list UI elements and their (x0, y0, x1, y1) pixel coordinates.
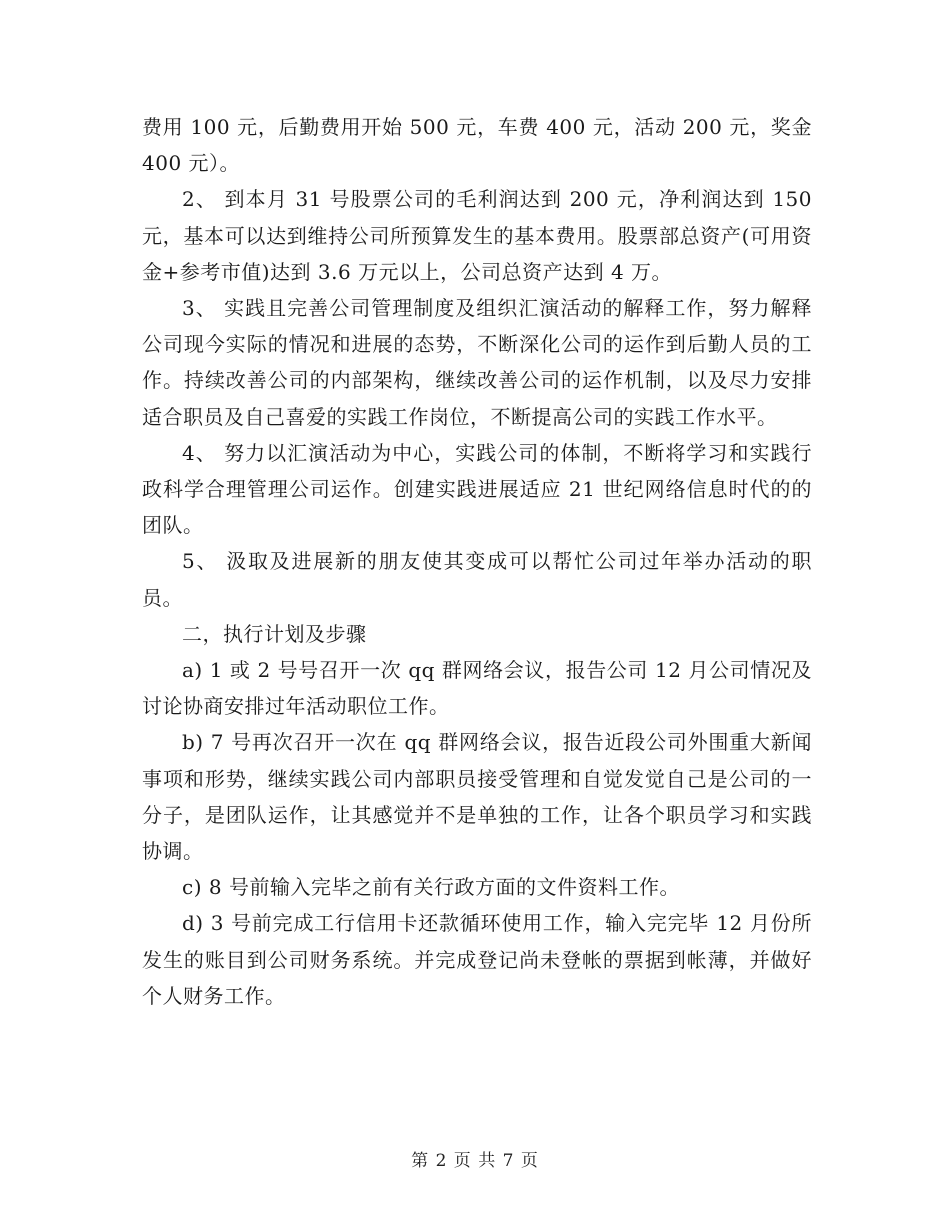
paragraph-item-4: 4、 努力以汇演活动为中心，实践公司的体制，不断将学习和实践行政科学合理管理公司运作。创建实践进展适应 21 世纪网络信息时代的的团队。 (142, 440, 812, 538)
document-body (142, 109, 812, 1014)
section-heading-plan: 二，执行计划及步骤 (182, 621, 367, 646)
paragraph-step-d: d) 3 号前完成工行信用卡还款循环使用工作，输入完完毕 12 月份所发生的账目到公司财务系统。并完成登记尚未登帐的票据到帐薄，并做好个人财务工作。 (142, 911, 812, 1008)
paragraph-item-2: 2、 到本月 31 号股票公司的毛利润达到 200 元，净利润达到 150 元，基本可以达到维持公司所预算发生的基本费用。股票部总资产(可用资金+参考市值)达到 3.6 万元以上，公司总资产达到 4 万。 (142, 187, 812, 284)
page-number-footer: 第 2 页 共 7 页 (411, 1151, 539, 1171)
paragraph-step-b: b) 7 号再次召开一次在 qq 群网络会议，报告近段公司外围重大新闻事项和形势，继续实践公司内部职员接受管理和自觉发觉自己是公司的一分子，是团队运作，让其感觉并不是单独的工作，让各个职员学习和实践协调。 (142, 730, 812, 864)
paragraph-item-5: 5、 汲取及进展新的朋友使其变成可以帮忙公司过年举办活动的职员。 (142, 549, 812, 610)
paragraph-item-3: 3、 实践且完善公司管理制度及组织汇演活动的解释工作，努力解释公司现今实际的情况和进展的态势，不断深化公司的运作到后勤人员的工作。持续改善公司的内部架构，继续改善公司的运作机制，以及尽力安排适合职员及自己喜爱的实践工作岗位，不断提高公司的实践工作水平。 (142, 296, 812, 429)
paragraph-step-c: c) 8 号前输入完毕之前有关行政方面的文件资料工作。 (182, 875, 680, 900)
paragraph-expense-continuation: 费用 100 元，后勤费用开始 500 元，车费 400 元，活动 200 元，奖金 400 元）。 (142, 115, 812, 176)
paragraph-step-a: a) 1 或 2 号号召开一次 qq 群网络会议，报告公司 12 月公司情况及讨论协商安排过年活动职位工作。 (142, 658, 812, 719)
